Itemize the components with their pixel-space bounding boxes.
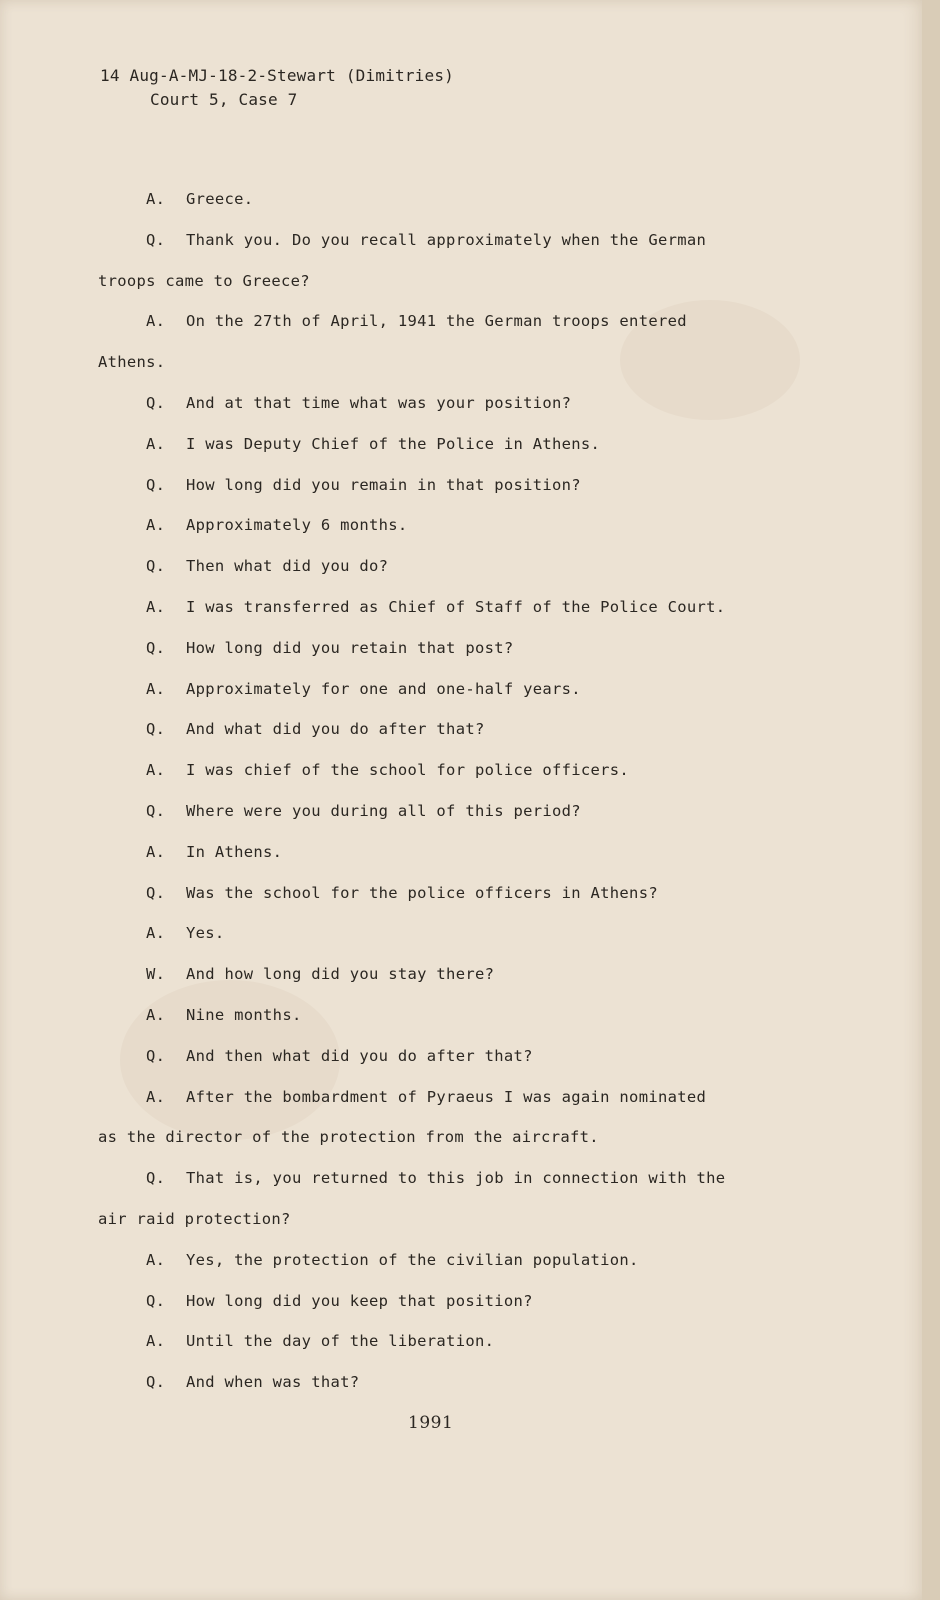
line-text: How long did you keep that position? <box>186 1291 533 1310</box>
speaker-label: Q. <box>146 557 166 576</box>
line-text: And how long did you stay there? <box>186 965 495 984</box>
transcript-line <box>146 190 253 208</box>
line-text: Where were you during all of this period? <box>186 802 581 820</box>
transcript-line <box>146 598 725 616</box>
page-number: 1991 <box>408 1413 454 1433</box>
speaker-label: A. <box>146 679 166 698</box>
transcript-line <box>98 1128 599 1146</box>
line-text: troops came to Greece? <box>98 271 310 290</box>
transcript-line <box>146 639 513 657</box>
line-text: After the bombardment of Pyraeus I was again nominated <box>186 1087 707 1106</box>
speaker-label: W. <box>146 965 166 984</box>
speaker-label: A. <box>146 1006 166 1024</box>
speaker-label: A. <box>146 598 166 616</box>
line-text: And when was that? <box>186 1373 360 1392</box>
speaker-label: A. <box>146 516 166 535</box>
transcript-line <box>146 965 494 983</box>
speaker-label: Q. <box>146 720 166 739</box>
transcript-line <box>146 557 388 575</box>
speaker-label: A. <box>146 1087 166 1106</box>
speaker-label: Q. <box>146 475 166 494</box>
line-text: Approximately 6 months. <box>186 516 408 535</box>
transcript-line <box>146 843 282 861</box>
line-text: And then what did you do after that? <box>186 1046 533 1065</box>
header-court-case: Court 5, Case 7 <box>150 90 298 109</box>
line-text: Yes, the protection of the civilian population. <box>186 1250 639 1269</box>
speaker-label: Q. <box>146 802 166 820</box>
line-text: On the 27th of April, 1941 the German troops entered <box>186 312 687 331</box>
transcript-line <box>146 720 485 738</box>
line-text: air raid protection? <box>98 1210 291 1228</box>
line-text: That is, you returned to this job in connection with the <box>186 1169 726 1188</box>
line-text: I was Deputy Chief of the Police in Athens. <box>186 434 601 453</box>
speaker-label: A. <box>146 190 166 208</box>
document-header <box>100 64 454 112</box>
transcript-line <box>146 680 581 698</box>
speaker-label: Q. <box>146 638 166 657</box>
speaker-label: Q. <box>146 1291 166 1310</box>
transcript-line <box>146 761 629 779</box>
transcript-line <box>146 884 658 902</box>
line-text: How long did you remain in that position? <box>186 475 581 494</box>
transcript-line <box>146 516 408 534</box>
line-text: as the director of the protection from the aircraft. <box>98 1128 599 1147</box>
speaker-label: A. <box>146 1250 166 1269</box>
transcript-line <box>146 1006 302 1024</box>
transcript-line <box>146 1292 533 1310</box>
speaker-label: Q. <box>146 230 166 249</box>
transcript-line <box>146 312 687 330</box>
transcript-line <box>146 1047 533 1065</box>
speaker-label: Q. <box>146 1373 166 1392</box>
transcript-line <box>146 435 600 453</box>
line-text: And at that time what was your position? <box>186 394 572 412</box>
speaker-label: Q. <box>146 1046 166 1065</box>
line-text: Athens. <box>98 353 166 372</box>
transcript-line <box>146 1169 725 1187</box>
transcript-line <box>146 1251 639 1269</box>
speaker-label: A. <box>146 1332 166 1351</box>
line-text: In Athens. <box>186 842 283 861</box>
line-text: Greece. <box>186 190 254 208</box>
speaker-label: A. <box>146 842 166 861</box>
line-text: I was transferred as Chief of Staff of the Police Court. <box>186 598 726 616</box>
speaker-label: Q. <box>146 883 166 902</box>
speaker-label: Q. <box>146 394 166 412</box>
line-text: I was chief of the school for police officers. <box>186 761 630 780</box>
line-text: Yes. <box>186 924 225 943</box>
transcript-line <box>146 924 225 942</box>
line-text: Then what did you do? <box>186 557 389 576</box>
speaker-label: A. <box>146 434 166 453</box>
transcript-line <box>146 1373 359 1391</box>
transcript-line <box>146 231 706 249</box>
line-text: And what did you do after that? <box>186 720 485 739</box>
speaker-label: A. <box>146 312 166 331</box>
header-reference: 14 Aug-A-MJ-18-2-Stewart (Dimitries) <box>100 66 454 85</box>
transcript-line <box>146 802 581 820</box>
speaker-label: A. <box>146 761 166 780</box>
transcript-line <box>98 272 310 290</box>
line-text: Thank you. Do you recall approximately when the German <box>186 230 707 249</box>
line-text: Approximately for one and one-half years. <box>186 679 581 698</box>
transcript-line <box>98 1210 291 1228</box>
line-text: How long did you retain that post? <box>186 638 514 657</box>
line-text: Nine months. <box>186 1006 302 1024</box>
line-text: Until the day of the liberation. <box>186 1332 495 1351</box>
line-text: Was the school for the police officers in Athens? <box>186 883 658 902</box>
transcript-line <box>146 1332 494 1350</box>
transcript-line <box>146 1088 706 1106</box>
speaker-label: Q. <box>146 1169 166 1188</box>
speaker-label: A. <box>146 924 166 943</box>
transcript-line <box>146 476 581 494</box>
transcript-line <box>98 353 165 371</box>
transcript-line <box>146 394 571 412</box>
